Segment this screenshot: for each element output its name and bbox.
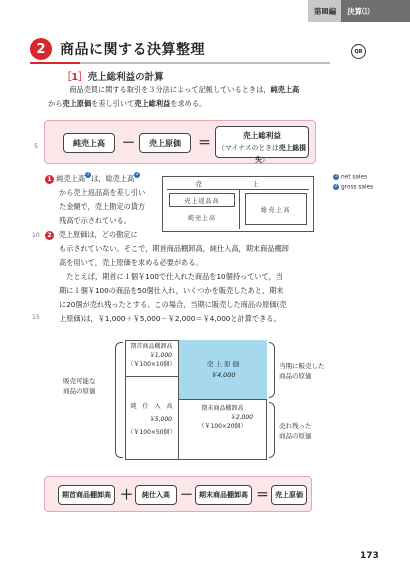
cogs-label: 売 上 原 価: [206, 359, 240, 368]
unsold-goods-line: 売れ残った: [279, 422, 312, 430]
note-1-text: は，総売上高: [91, 174, 135, 183]
note-1-term: 純売上高: [56, 174, 86, 183]
equals-sign: ＝: [256, 488, 270, 503]
gloss-ref-2: 2: [135, 172, 139, 177]
gloss-marker: 1: [334, 174, 338, 179]
left-bracket: [115, 342, 123, 458]
subsection-heading: [62, 69, 164, 83]
beginning-inventory-calc: （￥100×10個）: [127, 361, 176, 368]
net-purchases-box: 純仕入高: [135, 485, 177, 505]
purchases-label: 純 仕 入 高: [130, 403, 173, 410]
section-title: 商品に関する決算整理: [60, 42, 205, 58]
t-account-divider: [239, 189, 240, 229]
goods-available-label: [63, 376, 96, 396]
title-underline: [30, 62, 330, 64]
gross-profit-label: 売上総利益: [243, 131, 281, 140]
note-2-text: 高を用いて，売上原価を求める必要がある。: [59, 258, 203, 267]
ending-inventory-amount: ￥2,000: [229, 414, 253, 421]
subsection-number: ［1］: [62, 72, 88, 83]
sold-goods-line: 当期に販売した: [279, 362, 325, 370]
subsection-title: 売上総利益の計算: [87, 72, 164, 83]
example-text: たとえば，期首に１個￥100で仕入れた商品を10個持っていて，当: [66, 272, 283, 281]
line-number: 15: [32, 314, 40, 321]
diagram-row-divider: [125, 376, 178, 377]
gross-profit-box: [215, 126, 309, 164]
example-text: 期に１個￥100の商品を50個仕入れ，いくつかを販売したあと，期末: [59, 286, 284, 295]
intro-term-cogs: 売上原価: [62, 99, 92, 108]
ending-inventory-cell: [178, 404, 267, 431]
intro-paragraph: [48, 83, 342, 111]
note-1-text: 残高で示されている。: [59, 216, 131, 225]
gross-sales-cell: 総売上高: [245, 193, 307, 225]
right-bracket-sold: [269, 342, 275, 398]
glossary-item: [333, 184, 373, 191]
ending-inventory-label: 期末商品棚卸高: [201, 405, 244, 412]
cogs-formula: [44, 476, 312, 512]
line-number: 5: [34, 143, 38, 150]
minus-sign: －: [180, 488, 194, 503]
beginning-inventory-amount: ￥1,000: [148, 352, 172, 359]
gross-loss-note-end: ）: [262, 156, 269, 164]
purchases-amount: ￥5,000: [148, 416, 172, 423]
purchases-cell: [125, 402, 178, 437]
intro-term-net-sales: 純売上高: [270, 85, 300, 94]
right-bracket-unsold: [269, 402, 275, 458]
intro-text: を求める。: [170, 99, 207, 108]
intro-text: を差し引いて: [91, 99, 135, 108]
cogs-box: 売上原価: [139, 133, 191, 153]
net-sales-cell: 純売上高: [187, 214, 216, 222]
note-2-text: も示されていない。そこで，期首商品棚卸高，純仕入高，期末商品棚卸: [59, 244, 289, 253]
section-number: 2: [30, 38, 52, 60]
note-1: [45, 172, 161, 228]
beginning-inventory-label: 期首商品棚卸高: [130, 343, 173, 350]
example-paragraph: [59, 270, 349, 326]
unsold-goods-line: 商品の原価: [279, 432, 312, 440]
note-1-text: た金額で，売上勘定の貸方: [59, 202, 146, 211]
intro-text: から: [48, 99, 63, 108]
gloss-term: net sales: [341, 174, 368, 181]
goods-available-line: 商品の原価: [63, 387, 96, 395]
sales-returns-cell: 売上返品高: [169, 193, 235, 207]
ending-inventory-calc: （￥100×20個）: [198, 423, 247, 430]
note-1-marker: 1: [45, 175, 54, 184]
gross-loss-note: （マイナスのときは: [218, 144, 279, 152]
note-2-text: 売上原価は，どの勘定に: [58, 230, 138, 239]
gloss-term: gross sales: [341, 184, 374, 191]
net-sales-box: 純売上高: [63, 133, 115, 153]
cogs-cell: [178, 340, 267, 400]
chapter-label: 決算⑴: [341, 0, 410, 22]
purchases-calc: （￥100×50個）: [127, 429, 176, 436]
ending-inventory-box: 期末商品棚卸高: [195, 485, 252, 505]
unsold-goods-label: [279, 421, 312, 441]
line-number: 10: [32, 232, 40, 239]
sold-goods-label: [279, 361, 325, 381]
t-account-title: 売 上: [195, 180, 281, 188]
gross-profit-formula: [44, 120, 316, 164]
diagram-divider: [178, 340, 179, 460]
qr-code-icon[interactable]: QR: [351, 44, 366, 59]
equals-sign: ＝: [198, 136, 212, 151]
minus-sign: －: [122, 136, 136, 151]
gloss-ref-1: 1: [86, 172, 90, 177]
cogs-amount: ￥4,000: [210, 370, 236, 379]
note-1-text: から売上返品高を差し引い: [59, 188, 146, 197]
cogs-result-box: 売上原価: [271, 485, 307, 505]
note-2: [45, 228, 345, 270]
part-label: 第Ⅲ編: [308, 0, 341, 22]
intro-term-gross-profit: 売上総利益: [134, 99, 171, 108]
note-2-marker: 2: [45, 231, 54, 240]
gloss-marker: 2: [334, 184, 338, 189]
beginning-inventory-cell: [125, 342, 178, 369]
plus-sign: ＋: [120, 488, 134, 503]
t-account-rule: [167, 189, 309, 190]
sales-t-account: [162, 176, 314, 232]
sold-goods-line: 商品の原価: [279, 372, 312, 380]
example-text: に20個が売れ残ったとする。この場合，当期に販売した商品の原価(売: [59, 300, 287, 309]
goods-available-line: 販売可能な: [63, 377, 96, 385]
example-text: 上原価)は，￥1,000＋￥5,000－￥2,000＝￥4,000と計算できる。: [59, 314, 281, 323]
gross-loss-term: 売上総損失: [255, 144, 306, 164]
section-heading: [30, 37, 380, 61]
chapter-header: [308, 0, 410, 22]
glossary-item: [333, 174, 367, 181]
page-number: 173: [360, 551, 379, 561]
beginning-inventory-box: 期首商品棚卸高: [58, 485, 115, 505]
intro-text: 商品売買に関する取引を３分法によって記帳しているときは，: [69, 85, 271, 94]
